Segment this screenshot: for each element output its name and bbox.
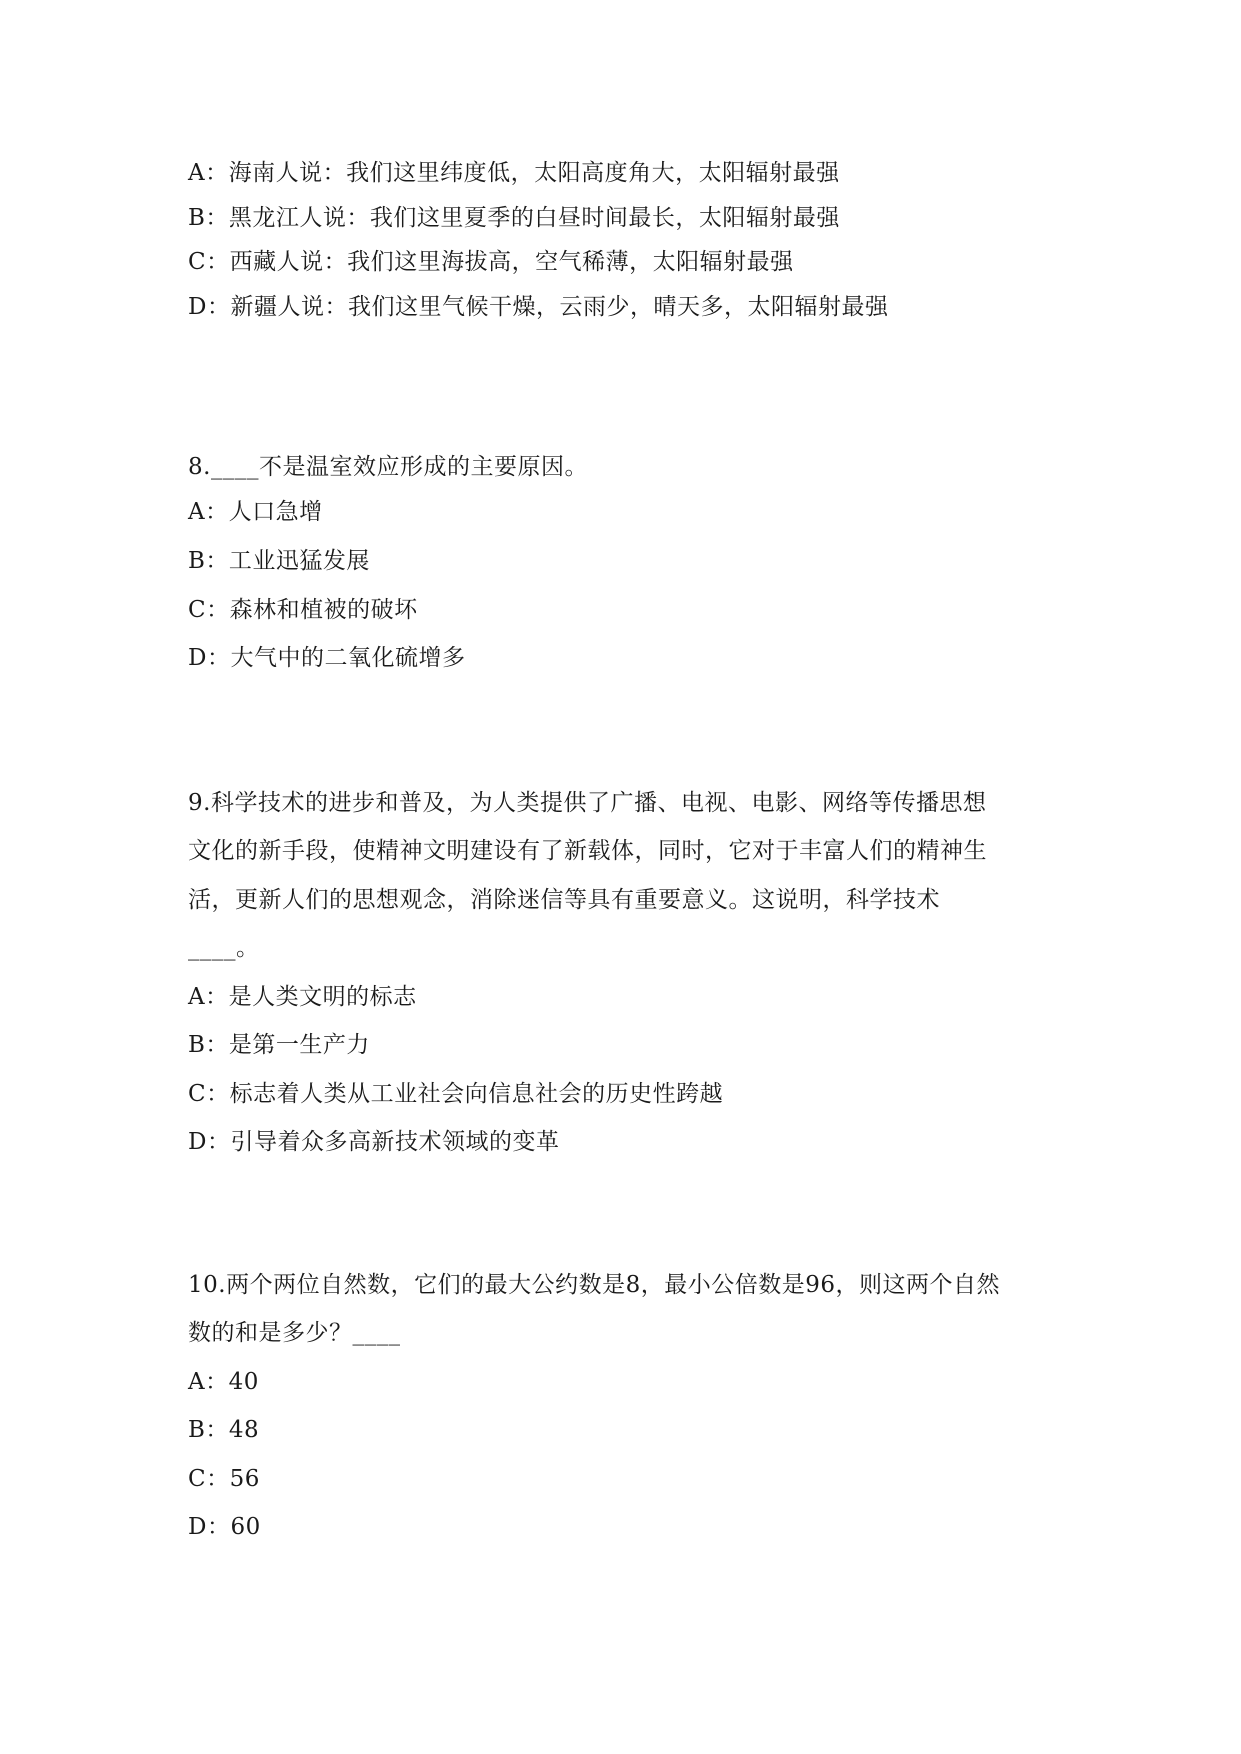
question-stem-line: 9.科学技术的进步和普及，为人类提供了广播、电视、电影、网络等传播思想 bbox=[188, 790, 987, 816]
option-c: C：标志着人类从工业社会向信息社会的历史性跨越 bbox=[188, 1081, 724, 1107]
option-a: A：人口急增 bbox=[188, 499, 323, 525]
option-b: B：48 bbox=[188, 1417, 260, 1443]
option-c: C：56 bbox=[188, 1466, 260, 1492]
question-stem: 8.____不是温室效应形成的主要原因。 bbox=[188, 454, 588, 480]
option-c: C：西藏人说：我们这里海拔高，空气稀薄，太阳辐射最强 bbox=[188, 249, 794, 275]
option-a: A：是人类文明的标志 bbox=[188, 984, 417, 1010]
option-d: D：60 bbox=[188, 1514, 261, 1540]
question-stem-line: 文化的新手段，使精神文明建设有了新载体，同时，它对于丰富人们的精神生 bbox=[188, 838, 987, 864]
option-a: A：40 bbox=[188, 1369, 259, 1395]
question-stem-line: 活，更新人们的思想观念，消除迷信等具有重要意义。这说明，科学技术 bbox=[188, 887, 940, 913]
option-d: D：大气中的二氧化硫增多 bbox=[188, 645, 466, 671]
question-stem-line: 10.两个两位自然数，它们的最大公约数是8，最小公倍数是96，则这两个自然 bbox=[188, 1272, 1000, 1298]
option-b: B：是第一生产力 bbox=[188, 1032, 370, 1058]
option-d: D：引导着众多高新技术领域的变革 bbox=[188, 1129, 560, 1155]
option-c: C：森林和植被的破坏 bbox=[188, 597, 418, 623]
question-stem-line: ____。 bbox=[188, 935, 260, 961]
option-b: B：黑龙江人说：我们这里夏季的白昼时间最长，太阳辐射最强 bbox=[188, 205, 840, 231]
option-a: A：海南人说：我们这里纬度低，太阳高度角大，太阳辐射最强 bbox=[188, 160, 840, 186]
option-d: D：新疆人说：我们这里气候干燥，云雨少，晴天多，太阳辐射最强 bbox=[188, 294, 889, 320]
question-stem-line: 数的和是多少？____ bbox=[188, 1320, 401, 1346]
option-b: B：工业迅猛发展 bbox=[188, 548, 370, 574]
